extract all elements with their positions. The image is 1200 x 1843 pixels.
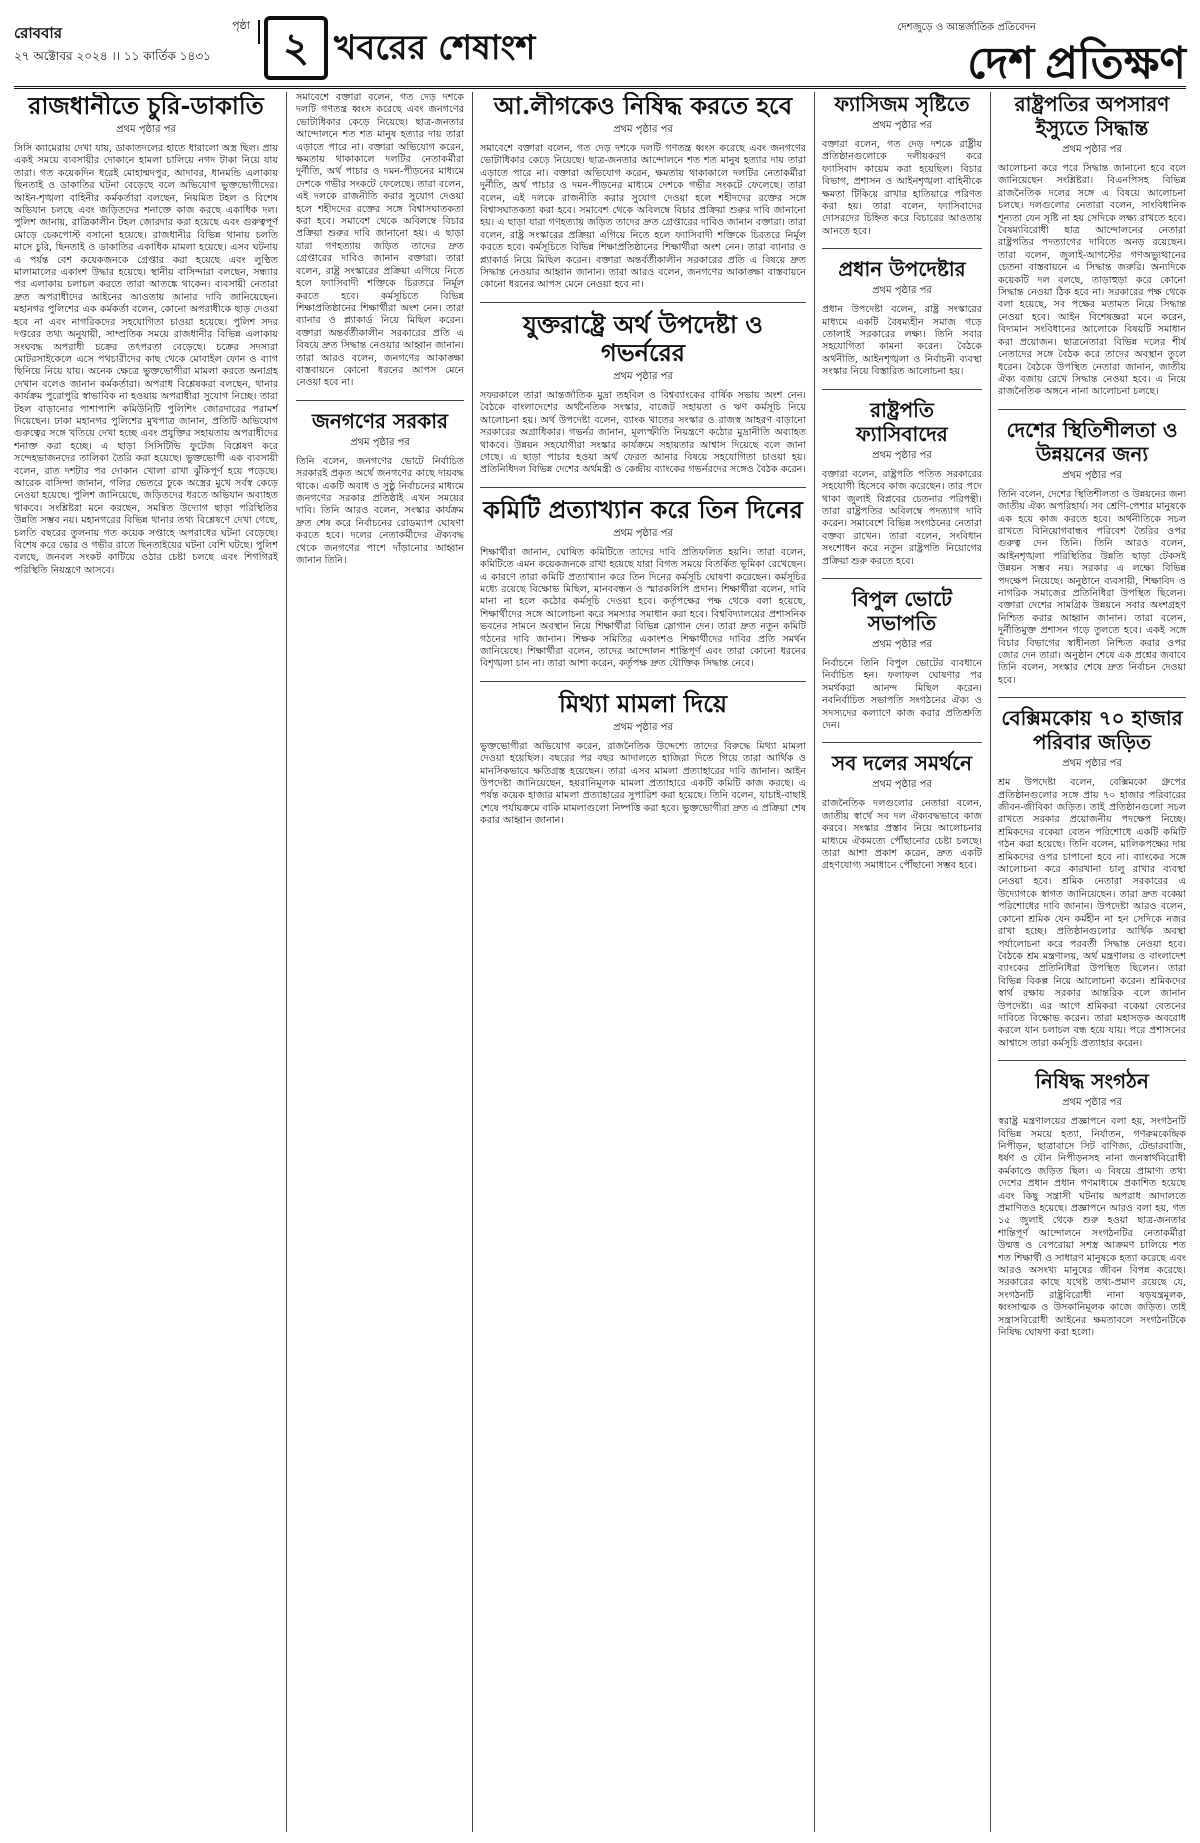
story-president-fascism [822,398,982,568]
divider [998,1060,1186,1061]
divider [480,487,806,488]
story-body: শিক্ষার্থীরা জানান, ঘোষিত কমিটিতে তাদের দাবি প্রতিফলিত হয়নি। তারা বলেন, কমিটিতে এমন কয়েকজনকে রাখা হয়েছে যারা বিগত সময়ে বিতর্কিত ভূমিকা রেখেছেন। এ কারণে তারা কমিটি প্রত্যাখ্যান করে তিন দিনের কর্মসূচি ঘোষণা করেছেন। কর্মসূচির মধ্যে রয়েছে বিক্ষোভ মিছিল, মানববন্ধন ও স্মারকলিপি প্রদান। শিক্ষার্থীরা বলেন, দাবি মানা না হলে কঠোর কর্মসূচি দেওয়া হবে। কর্তৃপক্ষের পক্ষ থেকে বলা হয়েছে, শিক্ষার্থীদের সঙ্গে আলোচনা করে সমস্যার সমাধান করা হবে। বিশ্ববিদ্যালয়ের প্রশাসনিক ভবনের সামনে অবস্থান নিয়ে শিক্ষার্থীরা বিভিন্ন স্লোগান দেন। তারা দ্রুত নতুন কমিটি গঠনের দাবি জানান। শিক্ষক সমিতির একাংশও শিক্ষার্থীদের দাবির প্রতি সমর্থন জানিয়েছে। শিক্ষার্থীরা বলেন, তাদের আন্দোলন শান্তিপূর্ণ এবং তারা কোনো ধরনের বিশৃঙ্খলা চান না। তারা আশা করেন, কর্তৃপক্ষ দ্রুত যৌক্তিক সিদ্ধান্ত নেবে। [480,546,806,670]
byline: প্রথম পৃষ্ঠার পর [1062,1097,1122,1109]
divider [822,742,982,743]
headline[interactable]: নিষিদ্ধ সংগঠন [1035,1069,1149,1094]
column-divider [472,92,473,1832]
story-body: সমাবেশে বক্তারা বলেন, গত দেড় দশকে দলটি গণতন্ত্র ধ্বংস করেছে এবং জনগণের ভোটাধিকার কেড়ে নিয়েছে। ছাত্র-জনতার আন্দোলনে শত শত মানুষ হত্যার দায় তারা এড়াতে পারে না। বক্তারা অভিযোগ করেন, ক্ষমতায় থাকাকালে দলটির নেতাকর্মীরা দুর্নীতি, অর্থ পাচার ও দমন-পীড়নের মাধ্যমে দেশকে গভীর সংকটে ফেলেছে। তারা বলেন, এই দলকে রাজনীতি করার সুযোগ দেওয়া হলে শহীদদের রক্তের সঙ্গে বিশ্বাসঘাতকতা করা হবে। সমাবেশ থেকে অবিলম্বে বিচার প্রক্রিয়া শুরুর দাবি জানানো হয়। এ ছাড়া যারা গণহত্যায় জড়িত তাদের দ্রুত গ্রেপ্তারের দাবিও জানান বক্তারা। তারা বলেন, রাষ্ট্র সংস্কারের প্রক্রিয়া এগিয়ে নিতে হলে ফ্যাসিবাদী শক্তিকে চিরতরে নির্মূল করতে হবে। কর্মসূচিতে বিভিন্ন শিক্ষাপ্রতিষ্ঠানের শিক্ষার্থীরা অংশ নেন। তারা ব্যানার ও প্ল্যাকার্ড নিয়ে মিছিল করেন। বক্তারা অন্তর্বর্তীকালীন সরকারের প্রতি এ বিষয়ে দ্রুত সিদ্ধান্ত নেওয়ার আহ্বান জানান। তারা আরও বলেন, জনগণের আকাঙ্ক্ষা বাস্তবায়নে কোনো ধরনের আপস মেনে নেওয়া হবে না। [480,143,806,291]
headline[interactable]: যুক্তরাষ্ট্রে অর্থ উপদেষ্টা ও গভর্নরের [523,309,763,367]
story-body: ভুক্তভোগীরা অভিযোগ করেন, রাজনৈতিক উদ্দেশ্যে তাদের বিরুদ্ধে মিথ্যা মামলা দেওয়া হয়েছিল। বছরের পর বছর আদালতে হাজিরা দিতে গিয়ে তারা আর্থিক ও মানসিকভাবে ক্ষতিগ্রস্ত হয়েছেন। তারা এসব মামলা প্রত্যাহারের দাবি জানান। আইন উপদেষ্টা জানিয়েছেন, হয়রানিমূলক মামলা প্রত্যাহারে একটি কমিটি কাজ করছে। এ পর্যন্ত কয়েক হাজার মামলা প্রত্যাহারের সুপারিশ করা হয়েছে। তিনি বলেন, যাচাই-বাছাই শেষে পর্যায়ক্রমে বাকি মামলাগুলো নিষ্পত্তি করা হবে। ভুক্তভোগীরা দ্রুত এ প্রক্রিয়া শেষ করার আহ্বান জানান। [480,740,806,827]
story-committee-rejected [480,496,806,671]
column-3 [480,92,806,1832]
masthead [14,14,1186,89]
divider [822,389,982,390]
story-body: নির্বাচনে তিনি বিপুল ভোটের ব্যবধানে নির্বাচিত হন। ফলাফল ঘোষণার পর সমর্থকরা আনন্দ মিছিল করেন। নবনির্বাচিত সভাপতি সংগঠনের ঐক্য ও সদস্যদের কল্যাণে কাজ করার প্রতিশ্রুতি দেন। [822,657,982,731]
headline[interactable]: প্রধান উপদেষ্টার [838,257,966,282]
story-elected-president [822,587,982,732]
page-label: পৃষ্ঠা [224,20,260,44]
headline[interactable]: রাষ্ট্রপতি ফ্যাসিবাদের [856,397,948,446]
headline[interactable]: রাজধানীতে চুরি-ডাকাতি [28,92,264,120]
byline: প্রথম পৃষ্ঠার পর [1062,144,1122,155]
column-5 [998,92,1186,1832]
story-beximco-families [998,706,1186,1050]
day-label: রোববার [14,24,62,42]
story-body: প্রধান উপদেষ্টা বলেন, রাষ্ট্র সংস্কারের মাধ্যমে একটি বৈষম্যহীন সমাজ গড়ে তোলাই সরকারের লক্ষ্য। তিনি সবার সহযোগিতা কামনা করেন। বৈঠকে অর্থনীতি, আইনশৃঙ্খলা ও নির্বাচনী ব্যবস্থা সংস্কার নিয়ে বিস্তারিত আলোচনা হয়। [822,304,982,378]
byline: প্রথম পৃষ্ঠার পর [872,779,932,791]
story-body: সিসি ক্যামেরায় দেখা যায়, ডাকাতদলের হাতে ধারালো অস্ত্র ছিল। প্রায় একই সময়ে ব্যবসায়ীর দোকানে হামলা চালিয়ে নগদ টাকা নিয়ে যায় তারা। গত কয়েকদিন ধরেই মোহাম্মদপুর, আদাবর, ধানমন্ডি এলাকায় ছিনতাই ও ডাকাতির ঘটনা বেড়েছে বলে অভিযোগ ভুক্তভোগীদের। আইন-শৃঙ্খলা বাহিনীর কর্মকর্তারা বলছেন, নিয়মিত টহল ও বিশেষ অভিযান চলছে এবং জড়িতদের শনাক্তে কাজ করছে একাধিক দল। পুলিশ জানায়, রাত্রিকালীন টহল জোরদার করা হয়েছে এবং গুরুত্বপূর্ণ মোড়ে চেকপোস্ট বসানো হয়েছে। রাজধানীর বিভিন্ন থানায় চলতি মাসে চুরি, ছিনতাই ও ডাকাতির একাধিক মামলা হয়েছে। এসব ঘটনায় এ পর্যন্ত বেশ কয়েকজনকে গ্রেপ্তার করা হয়েছে এবং লুণ্ঠিত মালামালের একাংশ উদ্ধার হয়েছে। স্থানীয় বাসিন্দারা বলছেন, সন্ধ্যার পর এলাকায় চলাচল করতে তারা আতঙ্কে থাকেন। ব্যবসায়ী নেতারা দ্রুত অপরাধীদের আইনের আওতায় আনার দাবি জানিয়েছেন। মহানগর পুলিশের এক কর্মকর্তা বলেন, কোনো অপরাধীকে ছাড় দেওয়া হবে না এবং নাগরিকদের সহযোগিতা চাওয়া হয়েছে। পুলিশ সদর দপ্তরের তথ্য অনুযায়ী, সাম্প্রতিক সময়ে রাজধানীর বিভিন্ন এলাকায় সংঘবদ্ধ অপরাধী চক্রের তৎপরতা বেড়েছে। চক্রের সদস্যরা মোটরসাইকেলে এসে পথচারীদের কাছ থেকে মোবাইল ফোন ও ব্যাগ ছিনিয়ে নিয়ে যায়। অনেক ক্ষেত্রে ভুক্তভোগীরা মামলা করতে অনাগ্রহ দেখান বলেও জানান কর্মকর্তারা। অপরাধ বিশ্লেষকরা বলছেন, থানার কার্যক্রম পুরোপুরি স্বাভাবিক না হওয়ায় অপরাধীরা সুযোগ নিচ্ছে। তারা টহল বাড়ানোর পাশাপাশি কমিউনিটি পুলিশিং জোরদারের পরামর্শ দিয়েছেন। ঢাকা মহানগর পুলিশের মুখপাত্র জানান, প্রতিটি অভিযোগ গুরুত্বের সঙ্গে খতিয়ে দেখা হচ্ছে এবং প্রযুক্তির সহায়তায় অপরাধীদের শনাক্ত করা হচ্ছে। এ ছাড়া সিসিটিভি ফুটেজ বিশ্লেষণ করে সন্দেহভাজনদের তালিকা তৈরি করা হয়েছে। ভুক্তভোগী এক ব্যবসায়ী বলেন, রাত দশটার পর দোকান খোলা রাখা ঝুঁকিপূর্ণ হয়ে পড়েছে। আরেক বাসিন্দা জানান, গলির ভেতরে ঢুকে অস্ত্রের মুখে সর্বস্ব কেড়ে নেওয়া হয়েছে। পুলিশ জানিয়েছে, জড়িতদের ধরতে অভিযান অব্যাহত থাকবে। সংশ্লিষ্টরা মনে করছেন, সমন্বিত উদ্যোগ ছাড়া পরিস্থিতির উন্নতি সম্ভব নয়। মহানগরের বিভিন্ন থানার তথ্য বিশ্লেষণে দেখা গেছে, চলতি বছরের তুলনায় গত কয়েক সপ্তাহে অপরাধের ঘটনা বেড়েছে। বিশেষ করে ভোর ও গভীর রাতে ছিনতাইয়ের ঘটনা বেশি ঘটছে। পুলিশ বলছে, জনবল সংকট কাটিয়ে ওঠার চেষ্টা চলছে এবং শিগগিরই পরিস্থিতি নিয়ন্ত্রণে আসবে। [14,143,278,576]
story-banned-organisation [998,1069,1186,1339]
divider [822,248,982,249]
story-ban-awami-league [480,92,806,292]
byline: প্রথম পৃষ্ঠার পর [1062,758,1122,770]
story-body: সমাবেশে বক্তারা বলেন, গত দেড় দশকে দলটি গণতন্ত্র ধ্বংস করেছে এবং জনগণের ভোটাধিকার কেড়ে নিয়েছে। ছাত্র-জনতার আন্দোলনে শত শত মানুষ হত্যার দায় তারা এড়াতে পারে না। বক্তারা অভিযোগ করেন, ক্ষমতায় থাকাকালে দলটির নেতাকর্মীরা দুর্নীতি, অর্থ পাচার ও দমন-পীড়নের মাধ্যমে দেশকে গভীর সংকটে ফেলেছে। তারা বলেন, এই দলকে রাজনীতি করার সুযোগ দেওয়া হলে শহীদদের রক্তের সঙ্গে বিশ্বাসঘাতকতা করা হবে। সমাবেশ থেকে অবিলম্বে বিচার প্রক্রিয়া শুরুর দাবি জানানো হয়। এ ছাড়া যারা গণহত্যায় জড়িত তাদের দ্রুত গ্রেপ্তারের দাবিও জানান বক্তারা। তারা বলেন, রাষ্ট্র সংস্কারের প্রক্রিয়া এগিয়ে নিতে হলে ফ্যাসিবাদী শক্তিকে চিরতরে নির্মূল করতে হবে। কর্মসূচিতে বিভিন্ন শিক্ষাপ্রতিষ্ঠানের শিক্ষার্থীরা অংশ নেন। তারা ব্যানার ও প্ল্যাকার্ড নিয়ে মিছিল করেন। বক্তারা অন্তর্বর্তীকালীন সরকারের প্রতি এ বিষয়ে দ্রুত সিদ্ধান্ত নেওয়ার আহ্বান জানান। তারা আরও বলেন, জনগণের আকাঙ্ক্ষা বাস্তবায়নে কোনো ধরনের আপস মেনে নেওয়া হবে না। [296,92,464,389]
story-body: বক্তারা বলেন, রাষ্ট্রপতি পতিত সরকারের সহযোগী হিসেবে কাজ করেছেন। তার পদে থাকা জুলাই বিপ্লবের চেতনার পরিপন্থী। তারা রাষ্ট্রপতির অবিলম্বে পদত্যাগ দাবি করেন। সমাবেশে বিভিন্ন সংগঠনের নেতারা বক্তব্য রাখেন। তারা বলেন, সংবিধান সংশোধন করে নতুন রাষ্ট্রপতি নিয়োগের প্রক্রিয়া শুরু করতে হবে। [822,468,982,567]
story-body: আলোচনা করে পরে সিদ্ধান্ত জানানো হবে বলে জানিয়েছেন সংশ্লিষ্টরা। বিএনপিসহ বিভিন্ন রাজনৈতিক দলের সঙ্গে এ বিষয়ে আলোচনা চলছে। দলগুলোর নেতারা বলেন, সাংবিধানিক শূন্যতা যেন সৃষ্টি না হয় সেদিকে লক্ষ্য রাখতে হবে। বৈষম্যবিরোধী ছাত্র আন্দোলনের নেতারা রাষ্ট্রপতির পদত্যাগের দাবিতে অনড় রয়েছেন। তারা বলেন, জুলাই-আগস্টের গণঅভ্যুত্থানের চেতনা বাস্তবায়নে এ সিদ্ধান্ত জরুরি। অন্যদিকে কয়েকটি দল বলছে, তাড়াহুড়া করে কোনো সিদ্ধান্ত নেওয়া ঠিক হবে না। সরকারের পক্ষ থেকে বলা হয়েছে, সব পক্ষের মতামত নিয়ে সিদ্ধান্ত নেওয়া হবে। আইন বিশেষজ্ঞরা মনে করেন, বিদ্যমান সংবিধানের আলোকে বিষয়টি সমাধান করা প্রয়োজন। ছাত্রনেতারা বিভিন্ন দলের শীর্ষ নেতাদের সঙ্গে বৈঠক করে তাদের অবস্থান তুলে ধরেন। বৈঠকে উপস্থিত নেতারা জানান, জাতীয় ঐক্য বজায় রেখে সিদ্ধান্ত নেওয়া হবে। এ নিয়ে রাজনৈতিক অঙ্গনে নানা আলোচনা চলছে। [998,163,1186,398]
headline[interactable]: দেশের স্থিতিশীলতা ও উন্নয়নের জন্য [1006,417,1178,466]
story-body: স্বরাষ্ট্র মন্ত্রণালয়ের প্রজ্ঞাপনে বলা হয়, সংগঠনটি বিভিন্ন সময়ে হত্যা, নির্যাতন, গণরুমকেন্দ্রিক নিপীড়ন, ছাত্রাবাসে সিট বাণিজ্য, টেন্ডারবাজি, ধর্ষণ ও যৌন নিপীড়নসহ নানা জনস্বার্থবিরোধী কর্মকাণ্ডে জড়িত ছিল। এ বিষয়ে প্রামাণ্য তথ্য দেশের প্রধান প্রধান গণমাধ্যমে প্রকাশিত হয়েছে এবং কিছু সন্ত্রাসী ঘটনায় অপরাধ আদালতে প্রমাণিতও হয়েছে। প্রজ্ঞাপনে আরও বলা হয়, গত ১৫ জুলাই থেকে শুরু হওয়া ছাত্র-জনতার শান্তিপূর্ণ আন্দোলনে সংগঠনটির নেতাকর্মীরা উন্মত্ত ও বেপরোয়া সশস্ত্র আক্রমণ চালিয়ে শত শত শিক্ষার্থী ও সাধারণ মানুষকে হত্যা করেছে এবং আরও অসংখ্য মানুষের জীবন বিপন্ন করেছে। সরকারের কাছে যথেষ্ট তথ্য-প্রমাণ রয়েছে যে, সংগঠনটি রাষ্ট্রবিরোধী নানা ষড়যন্ত্রমূলক, ধ্বংসাত্মক ও উসকানিমূলক কাজে জড়িত। তাই সন্ত্রাসবিরোধী আইনের ক্ষমতাবলে সংগঠনটিকে নিষিদ্ধ ঘোষণা করা হলো। [998,1116,1186,1339]
section-title: খবরের শেষাংশ [334,28,536,68]
byline: প্রথম পৃষ্ঠার পর [613,370,673,382]
byline: প্রথম পৃষ্ঠার পর [1062,469,1122,481]
story-body: রাজনৈতিক দলগুলোর নেতারা বলেন, জাতীয় স্বার্থে সব দল ঐক্যবদ্ধভাবে কাজ করবে। সংস্কার প্রস্তাব নিয়ে আলোচনার মাধ্যমে ঐকমত্যে পৌঁছানোর চেষ্টা চলছে। তারা আশা প্রকাশ করেন, দ্রুত একটি গ্রহণযোগ্য সমাধানে পৌঁছানো সম্ভব হবে। [822,798,982,872]
story-all-party-support [822,751,982,872]
column-divider [990,92,991,1832]
column-divider [814,92,815,1832]
divider [480,302,806,303]
story-peoples-government [296,409,464,568]
story-theft-robbery [14,92,278,577]
byline: প্রথম পৃষ্ঠার পর [872,285,932,297]
headline[interactable]: সব দলের সমর্থনে [832,751,972,776]
story-fascism [822,92,982,238]
headline[interactable]: বিপুল ভোটে সভাপতি [851,586,953,635]
divider [998,697,1186,698]
story-body: বক্তারা বলেন, গত দেড় দশকে রাষ্ট্রীয় প্রতিষ্ঠানগুলোকে দলীয়করণ করে ফ্যাসিবাদ কায়েম করা হয়েছিল। বিচার বিভাগ, প্রশাসন ও আইনশৃঙ্খলা বাহিনীকে ক্ষমতা টিকিয়ে রাখার হাতিয়ারে পরিণত করা হয়। তারা বলেন, ফ্যাসিবাদের দোসরদের চিহ্নিত করে বিচারের আওতায় আনতে হবে। [822,139,982,237]
divider [998,409,1186,410]
brand-tagline: দেশজুড়ে ও আন্তর্জাতিক প্রতিবেদন [897,22,1036,33]
page-number: ২ [264,16,328,80]
story-body: শ্রম উপদেষ্টা বলেন, বেক্সিমকো গ্রুপের প্রতিষ্ঠানগুলোর সঙ্গে প্রায় ৭০ হাজার পরিবারের জীবন-জীবিকা জড়িত। তাই প্রতিষ্ঠানগুলো সচল রাখতে সরকার প্রয়োজনীয় পদক্ষেপ নিচ্ছে। শ্রমিকদের বকেয়া বেতন পরিশোধে একটি কমিটি গঠন করা হয়েছে। তিনি বলেন, মালিকপক্ষের দায় শ্রমিকদের ওপর চাপানো হবে না। ব্যাংকের সঙ্গে আলোচনা করে কারখানা চালু রাখার ব্যবস্থা নেওয়া হবে। শ্রমিক নেতারা সরকারের এ উদ্যোগকে স্বাগত জানিয়েছেন। তারা দ্রুত বকেয়া পরিশোধের দাবি জানান। উপদেষ্টা আরও বলেন, কোনো শ্রমিক যেন কর্মহীন না হন সেদিকে নজর রাখা হচ্ছে। প্রতিষ্ঠানগুলোর আর্থিক অবস্থা পর্যালোচনা করে পরবর্তী সিদ্ধান্ত নেওয়া হবে। বৈঠকে শ্রম মন্ত্রণালয়, অর্থ মন্ত্রণালয় ও বাংলাদেশ ব্যাংকের প্রতিনিধিরা উপস্থিত ছিলেন। তারা বিভিন্ন বিকল্প নিয়ে আলোচনা করেন। শ্রমিকদের স্বার্থ রক্ষায় সরকার আন্তরিক বলে জানান উপদেষ্টা। এর আগে শ্রমিকরা বকেয়া বেতনের দাবিতে বিক্ষোভ করেন। তারা মহাসড়ক অবরোধ করলে যান চলাচল বন্ধ হয়ে যায়। পরে প্রশাসনের আশ্বাসে তারা কর্মসূচি প্রত্যাহার করেন। [998,777,1186,1049]
byline: প্রথম পৃষ্ঠার পর [613,527,673,539]
divider [480,681,806,682]
column-1 [14,92,278,1832]
date-label: ২৭ অক্টোবর ২০২৪ ।। ১১ কার্তিক ১৪৩১ [14,49,211,63]
story-finance-adviser-usa [480,311,806,477]
headline[interactable]: মিথ্যা মামলা দিয়ে [558,688,728,718]
story-body: তিনি বলেন, জনগণের ভোটে নির্বাচিত সরকারই প্রকৃত অর্থে জনগণের কাছে দায়বদ্ধ থাকে। একটি অবাধ ও সুষ্ঠু নির্বাচনের মাধ্যমে জনগণের সরকার প্রতিষ্ঠাই এখন সময়ের দাবি। তিনি আরও বলেন, সংস্কার কার্যক্রম দ্রুত শেষ করে নির্বাচনের রোডম্যাপ ঘোষণা করতে হবে। দলের নেতাকর্মীদের ঐক্যবদ্ধ থেকে জনগণের পাশে দাঁড়ানোর আহ্বান জানান তিনি। [296,455,464,566]
byline: প্রথম পৃষ্ঠার পর [350,436,410,448]
story-chief-adviser [822,257,982,378]
byline: প্রথম পৃষ্ঠার পর [613,721,673,733]
story-stability-development [998,418,1186,688]
byline: প্রথম পৃষ্ঠার পর [872,638,932,650]
headline[interactable]: জনগণের সরকার [311,408,449,433]
divider [296,400,464,401]
column-2 [296,92,464,1832]
story-false-cases [480,690,806,828]
headline[interactable]: কমিটি প্রত্যাখ্যান করে তিন দিনের [483,494,803,524]
story-body: তিনি বলেন, দেশের স্থিতিশীলতা ও উন্নয়নের জন্য জাতীয় ঐক্য অপরিহার্য। সব শ্রেণি-পেশার মানুষকে এক হয়ে কাজ করতে হবে। অর্থনীতিকে সচল রাখতে বিনিয়োগবান্ধব পরিবেশ তৈরির ওপর গুরুত্ব দেন তিনি। তিনি আরও বলেন, আইনশৃঙ্খলা পরিস্থিতির উন্নতি ছাড়া টেকসই উন্নয়ন সম্ভব নয়। সরকার এ লক্ষ্যে বিভিন্ন পদক্ষেপ নিয়েছে। অনুষ্ঠানে ব্যবসায়ী, শিক্ষাবিদ ও নাগরিক সমাজের প্রতিনিধিরা উপস্থিত ছিলেন। বক্তারা দেশের সামগ্রিক উন্নয়নে সবার অংশগ্রহণ নিশ্চিত করার আহ্বান জানান। তারা বলেন, দুর্নীতিমুক্ত প্রশাসন গড়ে তুলতে হবে। একই সঙ্গে বিচার বিভাগের স্বাধীনতা নিশ্চিত করার ওপর জোর দেন তারা। অনুষ্ঠান শেষে এক প্রশ্নের জবাবে তিনি বলেন, সংস্কার শেষে দ্রুত নির্বাচন দেওয়া হবে। [998,488,1186,686]
byline: প্রথম পৃষ্ঠার পর [872,120,932,131]
headline[interactable]: রাষ্ট্রপতির অপসারণ ইস্যুতে সিদ্ধান্ত [1014,92,1170,140]
headline[interactable]: ফ্যাসিজম সৃষ্টিতে [834,92,970,116]
byline: প্রথম পৃষ্ঠার পর [872,449,932,461]
column-divider [286,92,287,1832]
byline: প্রথম পৃষ্ঠার পর [116,124,176,135]
headline[interactable]: আ.লীগকেও নিষিদ্ধ করতে হবে [493,92,793,120]
columns [14,92,1186,1832]
story-president-removal [998,92,1186,399]
headline[interactable]: বেক্সিমকোয় ৭০ হাজার পরিবার জড়িত [1001,706,1183,755]
brand-logo: দেশ প্রতিক্ষণ [967,39,1186,88]
story-body: সফরকালে তারা আন্তর্জাতিক মুদ্রা তহবিল ও বিশ্বব্যাংকের বার্ষিক সভায় অংশ নেন। বৈঠকে বাংলাদেশের অর্থনৈতিক সংস্কার, বাজেট সহায়তা ও ঋণ কর্মসূচি নিয়ে আলোচনা হয়। অর্থ উপদেষ্টা বলেন, ব্যাংক খাতের সংস্কার ও রাজস্ব আহরণ বাড়ানো সরকারের অগ্রাধিকার। গভর্নর জানান, মূল্যস্ফীতি নিয়ন্ত্রণে কঠোর মুদ্রানীতি অব্যাহত থাকবে। উন্নয়ন সহযোগীরা সংস্কার কার্যক্রমে সহায়তার আশ্বাস দিয়েছে বলে জানা গেছে। এ ছাড়া পাচার হওয়া অর্থ ফেরত আনার বিষয়ে সহযোগিতা চাওয়া হয়। প্রতিনিধিদল বিভিন্ন দেশের অর্থমন্ত্রী ও কেন্দ্রীয় ব্যাংকের গভর্নরদের সঙ্গেও বৈঠক করেন। [480,389,806,476]
story-theft-robbery-cont [296,92,464,390]
column-4 [822,92,982,1832]
byline: প্রথম পৃষ্ঠার পর [613,124,673,135]
divider [822,578,982,579]
